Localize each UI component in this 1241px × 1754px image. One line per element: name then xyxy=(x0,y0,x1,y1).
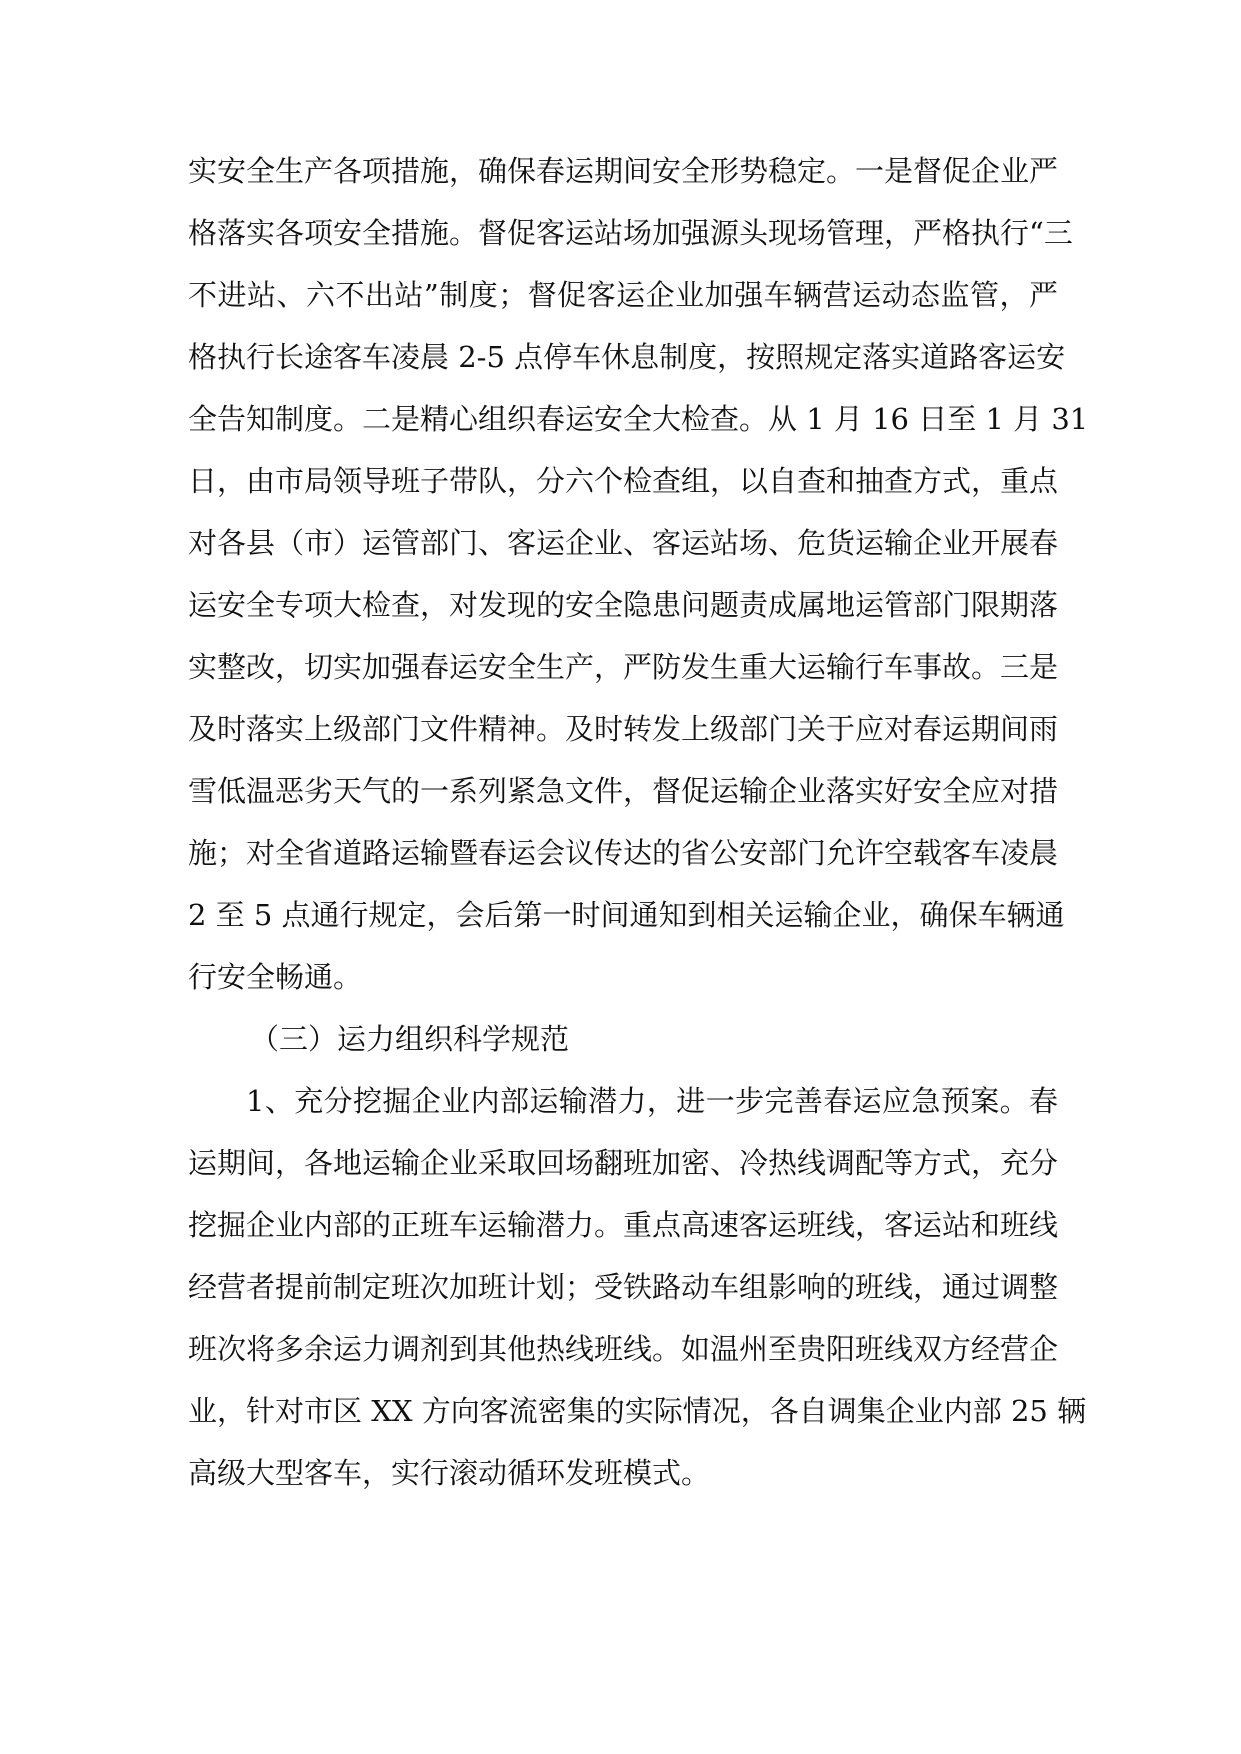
paragraph-line: 业，针对市区 XX 方向客流密集的实际情况，各自调集企业内部 25 辆 xyxy=(188,1394,1087,1428)
paragraph-line: 2 至 5 点通行规定，会后第一时间通知到相关运输企业，确保车辆通 xyxy=(188,898,1065,932)
paragraph-line: 运安全专项大检查，对发现的安全隐患问题责成属地运管部门限期落 xyxy=(188,588,1059,622)
paragraph-line: 格执行长途客车凌晨 2-5 点停车休息制度，按照规定落实道路客运安 xyxy=(188,340,1066,374)
paragraph-line: 对各县（市）运管部门、客运企业、客运站场、危货运输企业开展春 xyxy=(188,526,1059,560)
paragraph-line: 实安全生产各项措施，确保春运期间安全形势稳定。一是督促企业严 xyxy=(188,154,1059,188)
paragraph-line: 格落实各项安全措施。督促客运站场加强源头现场管理，严格执行“三 xyxy=(188,216,1073,250)
paragraph-line: 行安全畅通。 xyxy=(188,960,363,994)
paragraph-line: 班次将多余运力调剂到其他热线班线。如温州至贵阳班线双方经营企 xyxy=(188,1332,1059,1366)
paragraph-line: 全告知制度。二是精心组织春运安全大检查。从 1 月 16 日至 1 月 31 xyxy=(188,402,1089,436)
section-heading: （三）运力组织科学规范 xyxy=(250,1022,570,1056)
paragraph-line: 日，由市局领导班子带队，分六个检查组，以自查和抽查方式，重点 xyxy=(188,464,1059,498)
paragraph-line: 运期间，各地运输企业采取回场翻班加密、冷热线调配等方式，充分 xyxy=(188,1146,1059,1180)
paragraph-line: 1、充分挖掘企业内部运输潜力，进一步完善春运应急预案。春 xyxy=(246,1084,1058,1118)
paragraph-line: 施；对全省道路运输暨春运会议传达的省公安部门允许空载客车凌晨 xyxy=(188,836,1059,870)
paragraph-line: 不进站、六不出站”制度；督促客运企业加强车辆营运动态监管，严 xyxy=(188,278,1058,312)
paragraph-line: 雪低温恶劣天气的一系列紧急文件，督促运输企业落实好安全应对措 xyxy=(188,774,1059,808)
paragraph-line: 高级大型客车，实行滚动循环发班模式。 xyxy=(188,1456,711,1490)
paragraph-line: 挖掘企业内部的正班车运输潜力。重点高速客运班线，客运站和班线 xyxy=(188,1208,1059,1242)
paragraph-line: 及时落实上级部门文件精神。及时转发上级部门关于应对春运期间雨 xyxy=(188,712,1059,746)
paragraph-line: 经营者提前制定班次加班计划；受铁路动车组影响的班线，通过调整 xyxy=(188,1270,1059,1304)
paragraph-line: 实整改，切实加强春运安全生产，严防发生重大运输行车事故。三是 xyxy=(188,650,1059,684)
